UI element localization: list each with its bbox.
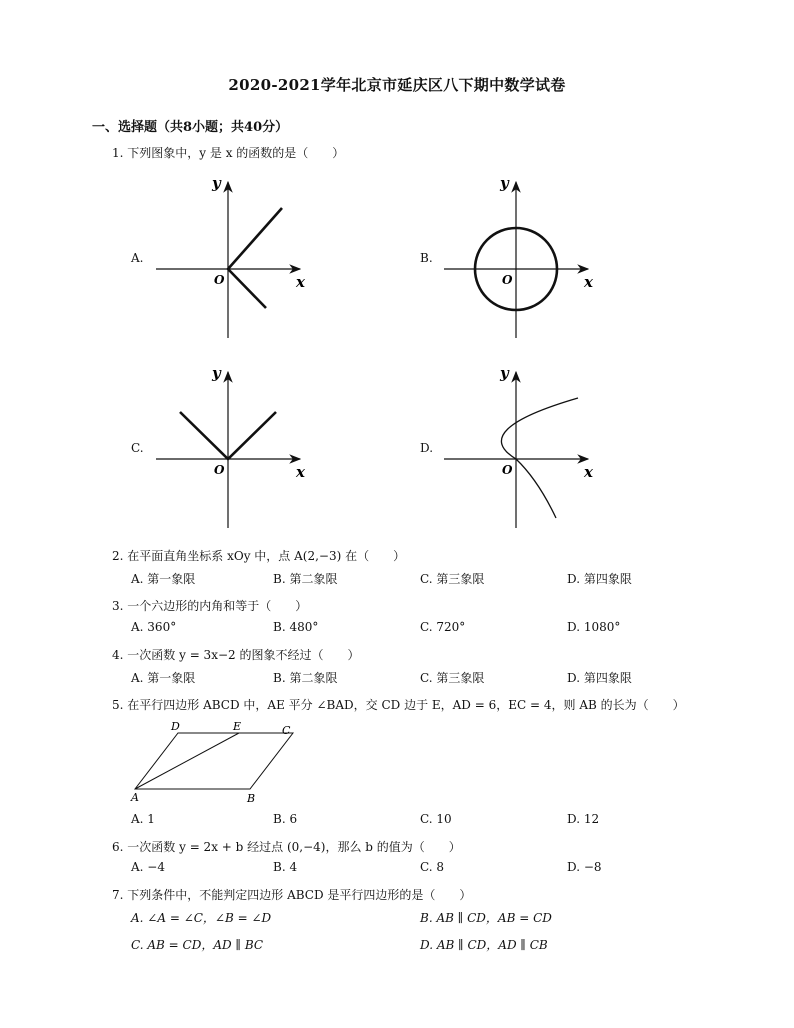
origin-label: O bbox=[214, 273, 225, 287]
q7-option-c[interactable]: C. AB = CD，AD ∥ BC bbox=[131, 938, 264, 952]
question-text: 一次函数 y = 3x−2 的图象不经过（ ） bbox=[127, 648, 360, 662]
question-number: 7. bbox=[112, 888, 124, 902]
q5-option-b[interactable]: B. 6 bbox=[273, 812, 298, 826]
q6-option-d[interactable]: D. −8 bbox=[567, 860, 602, 874]
question-number: 2. bbox=[112, 549, 124, 563]
q2-option-b[interactable]: B. 第二象限 bbox=[273, 572, 338, 586]
graph-curve bbox=[228, 208, 282, 308]
question-text: 下列图象中，y 是 x 的函数的是（ ） bbox=[127, 146, 345, 160]
x-axis-label: x bbox=[584, 273, 593, 291]
origin-label: O bbox=[502, 463, 513, 477]
question-7 bbox=[112, 886, 471, 903]
question-number: 5. bbox=[112, 698, 124, 712]
q4-option-b[interactable]: B. 第二象限 bbox=[273, 671, 338, 685]
vertex-c-label: C bbox=[282, 724, 291, 737]
q2-option-a[interactable]: A. 第一象限 bbox=[131, 572, 196, 586]
x-axis-label: x bbox=[296, 463, 305, 481]
option-d-label[interactable]: D. bbox=[420, 441, 434, 455]
question-5 bbox=[112, 696, 685, 713]
point-e-label: E bbox=[233, 720, 242, 733]
y-axis-label: y bbox=[212, 174, 221, 192]
q5-option-a[interactable]: A. 1 bbox=[131, 812, 155, 826]
graph-curve bbox=[501, 398, 578, 518]
page-title: 2020-2021学年北京市延庆区八下期中数学试卷 bbox=[228, 76, 566, 94]
section-heading: 一、选择题（共8小题；共40分） bbox=[92, 120, 289, 135]
question-text: 一个六边形的内角和等于（ ） bbox=[127, 599, 308, 613]
origin-label: O bbox=[214, 463, 225, 477]
q4-option-c[interactable]: C. 第三象限 bbox=[420, 671, 485, 685]
vertex-b-label: B bbox=[247, 792, 256, 805]
q6-option-b[interactable]: B. 4 bbox=[273, 860, 298, 874]
q2-option-d[interactable]: D. 第四象限 bbox=[567, 572, 632, 586]
q7-option-b[interactable]: B. AB ∥ CD，AB = CD bbox=[420, 911, 552, 925]
y-axis-label: y bbox=[212, 364, 221, 382]
option-a-label[interactable]: A. bbox=[131, 251, 144, 265]
q3-option-b[interactable]: B. 480° bbox=[273, 620, 319, 634]
graph-d bbox=[438, 360, 608, 535]
q5-option-c[interactable]: C. 10 bbox=[420, 812, 452, 826]
question-3 bbox=[112, 597, 307, 614]
question-number: 4. bbox=[112, 648, 124, 662]
q7-option-a[interactable]: A. ∠A = ∠C，∠B = ∠D bbox=[131, 911, 272, 925]
question-6 bbox=[112, 838, 461, 855]
question-4 bbox=[112, 646, 359, 663]
q7-option-d[interactable]: D. AB ∥ CD，AD ∥ CB bbox=[420, 938, 548, 952]
question-number: 1. bbox=[112, 146, 124, 160]
q6-option-a[interactable]: A. −4 bbox=[131, 860, 165, 874]
q3-option-d[interactable]: D. 1080° bbox=[567, 620, 621, 634]
x-axis-label: x bbox=[296, 273, 305, 291]
vertex-a-label: A bbox=[131, 791, 139, 804]
question-number: 3. bbox=[112, 599, 124, 613]
graph-c bbox=[150, 360, 320, 535]
x-axis-label: x bbox=[584, 463, 593, 481]
question-text: 在平行四边形 ABCD 中，AE 平分 ∠BAD，交 CD 边于 E，AD = 6，EC = 4，则 AB 的长为（ ） bbox=[127, 698, 685, 712]
parallelogram-abcd bbox=[135, 733, 293, 789]
question-text: 下列条件中，不能判定四边形 ABCD 是平行四边形的是（ ） bbox=[127, 888, 472, 902]
question-number: 6. bbox=[112, 840, 124, 854]
origin-label: O bbox=[502, 273, 513, 287]
vertex-d-label: D bbox=[171, 720, 180, 733]
option-b-label[interactable]: B. bbox=[420, 251, 433, 265]
q5-option-d[interactable]: D. 12 bbox=[567, 812, 600, 826]
option-c-label[interactable]: C. bbox=[131, 441, 144, 455]
q3-option-a[interactable]: A. 360° bbox=[131, 620, 177, 634]
question-1 bbox=[112, 144, 344, 161]
q4-option-a[interactable]: A. 第一象限 bbox=[131, 671, 196, 685]
q4-option-d[interactable]: D. 第四象限 bbox=[567, 671, 632, 685]
q2-option-c[interactable]: C. 第三象限 bbox=[420, 572, 485, 586]
y-axis-label: y bbox=[500, 174, 509, 192]
segment-ae bbox=[135, 733, 239, 789]
q6-option-c[interactable]: C. 8 bbox=[420, 860, 445, 874]
graph-a bbox=[150, 170, 320, 345]
q3-option-c[interactable]: C. 720° bbox=[420, 620, 466, 634]
question-text: 在平面直角坐标系 xOy 中，点 A(2,−3) 在（ ） bbox=[127, 549, 406, 563]
graph-b bbox=[438, 170, 608, 345]
question-2 bbox=[112, 547, 405, 564]
parallelogram-figure bbox=[125, 716, 315, 808]
question-text: 一次函数 y = 2x + b 经过点 (0,−4)，那么 b 的值为（ ） bbox=[127, 840, 461, 854]
y-axis-label: y bbox=[500, 364, 509, 382]
